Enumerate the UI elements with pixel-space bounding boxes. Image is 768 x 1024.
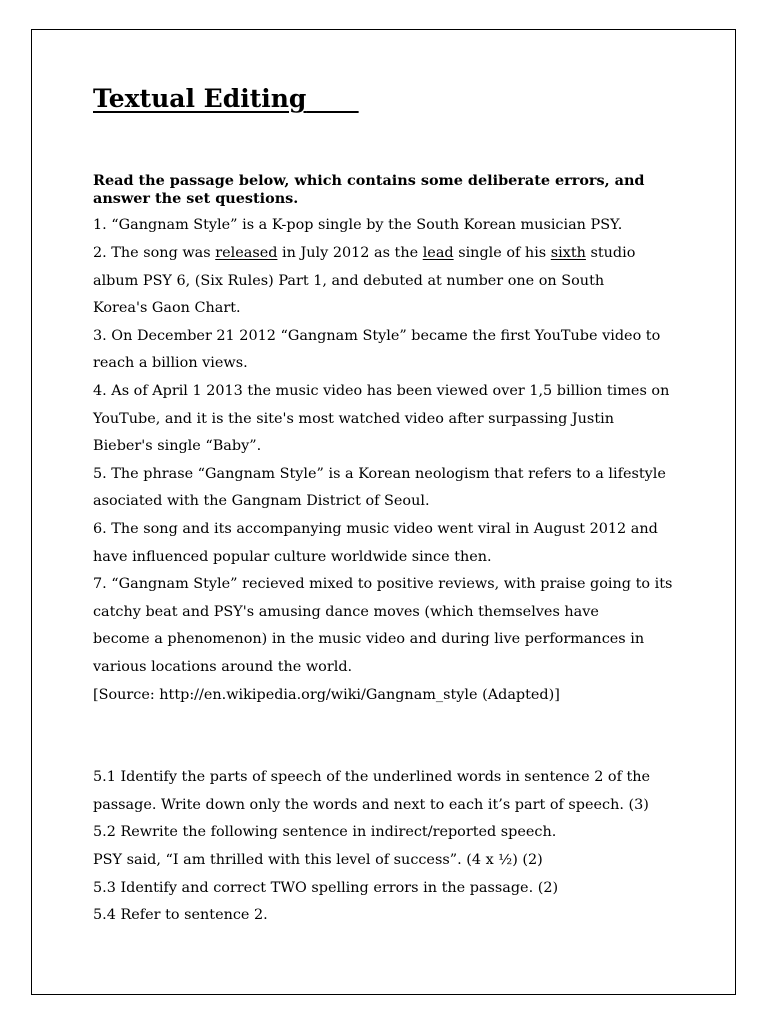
page-title-text: Textual Editing bbox=[93, 84, 307, 113]
source-citation: [Source: http://en.wikipedia.org/wiki/Gangnam_style (Adapted)] bbox=[93, 687, 560, 703]
passage-line: various locations around the world. bbox=[93, 659, 353, 675]
question-line: PSY said, “I am thrilled with this level of success”. (4 x ½) (2) bbox=[93, 852, 543, 868]
passage-line: album PSY 6, (Six Rules) Part 1, and debuted at number one on South bbox=[93, 273, 605, 289]
passage-line: Korea's Gaon Chart. bbox=[93, 300, 241, 316]
question-line: passage. Write down only the words and next to each it’s part of speech. (3) bbox=[93, 797, 649, 813]
text-run: single of his bbox=[453, 245, 551, 261]
passage-line: have influenced popular culture worldwide since then. bbox=[93, 549, 492, 565]
question-5-2: 5.2 Rewrite the following sentence in indirect/reported speech. bbox=[93, 824, 557, 840]
underlined-word: released bbox=[215, 245, 278, 261]
passage-sentence-4: 4. As of April 1 2013 the music video has been viewed over 1,5 billion times on bbox=[93, 383, 670, 399]
text-run: in July 2012 as the bbox=[277, 245, 423, 261]
underlined-word: sixth bbox=[550, 245, 586, 261]
passage-sentence-7: 7. “Gangnam Style” recieved mixed to positive reviews, with praise going to its bbox=[93, 576, 673, 592]
passage-sentence-2 bbox=[93, 243, 635, 263]
instructions-line: Read the passage below, which contains some deliberate errors, and bbox=[93, 172, 645, 189]
underlined-word: lead bbox=[422, 245, 454, 261]
question-5-3: 5.3 Identify and correct TWO spelling errors in the passage. (2) bbox=[93, 880, 559, 896]
instructions bbox=[93, 172, 653, 208]
passage-line: Bieber's single “Baby”. bbox=[93, 438, 262, 454]
passage-sentence-1: 1. “Gangnam Style” is a K-pop single by the South Korean musician PSY. bbox=[93, 217, 623, 233]
passage-line: reach a billion views. bbox=[93, 355, 248, 371]
text-run: 2. The song was bbox=[93, 245, 216, 261]
passage-line: become a phenomenon) in the music video and during live performances in bbox=[93, 631, 645, 647]
question-5-1: 5.1 Identify the parts of speech of the underlined words in sentence 2 of the bbox=[93, 769, 651, 785]
page-title bbox=[93, 84, 359, 113]
text-run: studio bbox=[585, 245, 636, 261]
passage-line: catchy beat and PSY's amusing dance moves (which themselves have bbox=[93, 604, 599, 620]
passage-sentence-6: 6. The song and its accompanying music video went viral in August 2012 and bbox=[93, 521, 658, 537]
instructions-line: answer the set questions. bbox=[93, 190, 299, 207]
page-title-underline-trail bbox=[306, 84, 358, 113]
passage-sentence-3: 3. On December 21 2012 “Gangnam Style” became the first YouTube video to bbox=[93, 328, 661, 344]
passage-line: asociated with the Gangnam District of Seoul. bbox=[93, 493, 430, 509]
question-5-4: 5.4 Refer to sentence 2. bbox=[93, 907, 268, 923]
passage-line: YouTube, and it is the site's most watched video after surpassing Justin bbox=[93, 411, 614, 427]
passage-sentence-5: 5. The phrase “Gangnam Style” is a Korean neologism that refers to a lifestyle bbox=[93, 466, 666, 482]
